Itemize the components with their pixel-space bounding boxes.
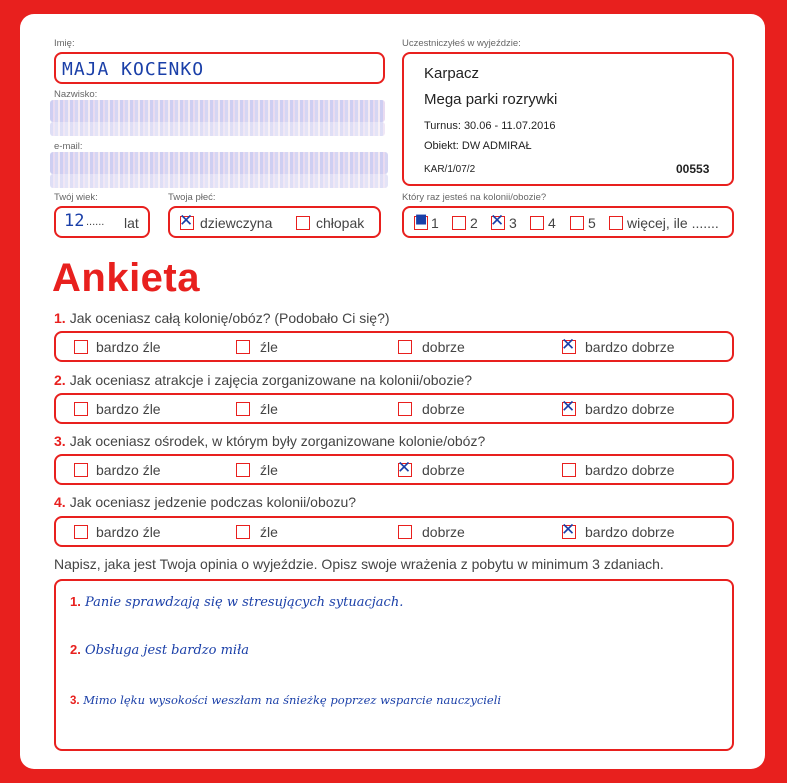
question-1-number: 1. [54,310,66,326]
q1-zle-label: źle [260,339,278,355]
age-value: 12 [64,211,85,231]
q3-bardzo-dobrze-label: bardzo dobrze [585,462,675,478]
question-2-number: 2. [54,372,66,388]
opinion-line-3 [70,693,501,707]
opinion-line-2 [70,642,249,658]
camp-info-box [402,52,734,186]
camp-obiekt: Obiekt: DW ADMIRAŁ [424,140,532,152]
q2-bardzo-zle-label: bardzo źle [96,401,161,417]
email-label: e-mail: [54,141,83,152]
opinion-line-3-number: 3. [70,695,80,707]
q4-zle-label: źle [260,524,278,540]
gender-boy-checkbox[interactable] [296,216,310,230]
gender-boy-label: chłopak [316,215,365,231]
camp-city: Karpacz [424,65,480,82]
q1-bardzo-dobrze-checkbox[interactable] [562,340,576,354]
opinion-line-1-number: 1. [70,594,81,609]
q4-bardzo-zle-checkbox[interactable] [74,525,88,539]
camp-number: 00553 [676,162,710,176]
question-1 [54,310,390,326]
camp-name: Mega parki rozrywki [424,91,558,108]
q1-bardzo-zle-label: bardzo źle [96,339,161,355]
q4-bardzo-zle-label: bardzo źle [96,524,161,540]
age-label: Twój wiek: [54,192,98,203]
opinion-line-2-text: Obsługa jest bardzo miła [84,643,250,658]
times-label: Który raz jesteś na kolonii/obozie? [402,192,547,203]
opinion-line-3-text: Mimo lęku wysokości weszłam na śnieżkę poprzez wsparcie nauczycieli [83,693,502,707]
q3-zle-label: źle [260,462,278,478]
q1-bardzo-dobrze-label: bardzo dobrze [585,339,675,355]
question-4-number: 4. [54,494,66,510]
times-4-label: 4 [548,215,556,231]
times-5-checkbox[interactable] [570,216,584,230]
name-value: MAJA KOCENKO [62,59,205,80]
question-1-text: Jak oceniasz całą kolonię/obóz? (Podobało Ci się?) [69,310,390,326]
q4-dobrze-label: dobrze [422,524,465,540]
q1-zle-checkbox[interactable] [236,340,250,354]
q1-dobrze-checkbox[interactable] [398,340,412,354]
q1-dobrze-label: dobrze [422,339,465,355]
q1-bardzo-zle-checkbox[interactable] [74,340,88,354]
camp-label: Uczestniczyłeś w wyjeździe: [402,38,521,49]
q4-zle-checkbox[interactable] [236,525,250,539]
question-2-text: Jak oceniasz atrakcje i zajęcia zorganizowane na kolonii/obozie? [69,372,473,388]
email-redacted [50,152,388,174]
q2-zle-checkbox[interactable] [236,402,250,416]
q3-bardzo-zle-checkbox[interactable] [74,463,88,477]
question-3-text: Jak oceniasz ośrodek, w którym były zorganizowane kolonie/obóz? [69,433,486,449]
q3-dobrze-checkbox[interactable] [398,463,412,477]
q2-dobrze-checkbox[interactable] [398,402,412,416]
q2-bardzo-dobrze-checkbox[interactable] [562,402,576,416]
question-1-answers [54,331,734,362]
question-4 [54,494,356,510]
question-3-answers [54,454,734,485]
times-field [402,206,734,238]
email-redacted-2 [50,174,388,188]
question-2-answers [54,393,734,424]
survey-sheet [20,14,765,769]
surname-redacted [50,100,385,122]
q3-dobrze-label: dobrze [422,462,465,478]
opinion-prompt: Napisz, jaka jest Twoja opinia o wyjeździe. Opisz swoje wrażenia z pobytu w minimum 3 zdaniach. [54,556,664,572]
question-3-number: 3. [54,433,66,449]
camp-turnus: Turnus: 30.06 - 11.07.2016 [424,120,556,132]
surname-label: Nazwisko: [54,89,98,100]
opinion-line-1-text: Panie sprawdzają się w stresujących sytuacjach. [84,595,404,610]
age-dots: ...... [86,216,105,228]
opinion-line-2-number: 2. [70,642,81,657]
age-unit: lat [124,215,139,231]
age-field[interactable] [54,206,150,238]
q2-dobrze-label: dobrze [422,401,465,417]
camp-code: KAR/1/07/2 [424,164,476,175]
q3-zle-checkbox[interactable] [236,463,250,477]
q4-bardzo-dobrze-checkbox[interactable] [562,525,576,539]
gender-girl-checkbox[interactable] [180,216,194,230]
name-field[interactable] [54,52,385,84]
times-3-checkbox[interactable] [491,216,505,230]
q4-dobrze-checkbox[interactable] [398,525,412,539]
times-1-label: 1 [431,215,439,231]
opinion-textarea[interactable] [54,579,734,751]
gender-label: Twoja płeć: [168,192,216,203]
q2-bardzo-zle-checkbox[interactable] [74,402,88,416]
question-2 [54,372,472,388]
times-2-label: 2 [470,215,478,231]
gender-field [168,206,381,238]
times-5-label: 5 [588,215,596,231]
times-1-checkbox[interactable] [414,216,428,230]
question-4-text: Jak oceniasz jedzenie podczas kolonii/obozu? [69,494,357,510]
opinion-line-1 [70,594,403,610]
q4-bardzo-dobrze-label: bardzo dobrze [585,524,675,540]
q2-bardzo-dobrze-label: bardzo dobrze [585,401,675,417]
q3-bardzo-dobrze-checkbox[interactable] [562,463,576,477]
q3-bardzo-zle-label: bardzo źle [96,462,161,478]
name-label: Imię: [54,38,75,49]
survey-title: Ankieta [52,256,200,300]
q2-zle-label: źle [260,401,278,417]
times-3-label: 3 [509,215,517,231]
gender-girl-label: dziewczyna [200,215,273,231]
question-4-answers [54,516,734,547]
question-3 [54,433,485,449]
times-more-label: więcej, ile ....... [627,215,719,231]
surname-redacted-2 [50,122,385,136]
times-4-checkbox[interactable] [530,216,544,230]
times-2-checkbox[interactable] [452,216,466,230]
times-more-checkbox[interactable] [609,216,623,230]
